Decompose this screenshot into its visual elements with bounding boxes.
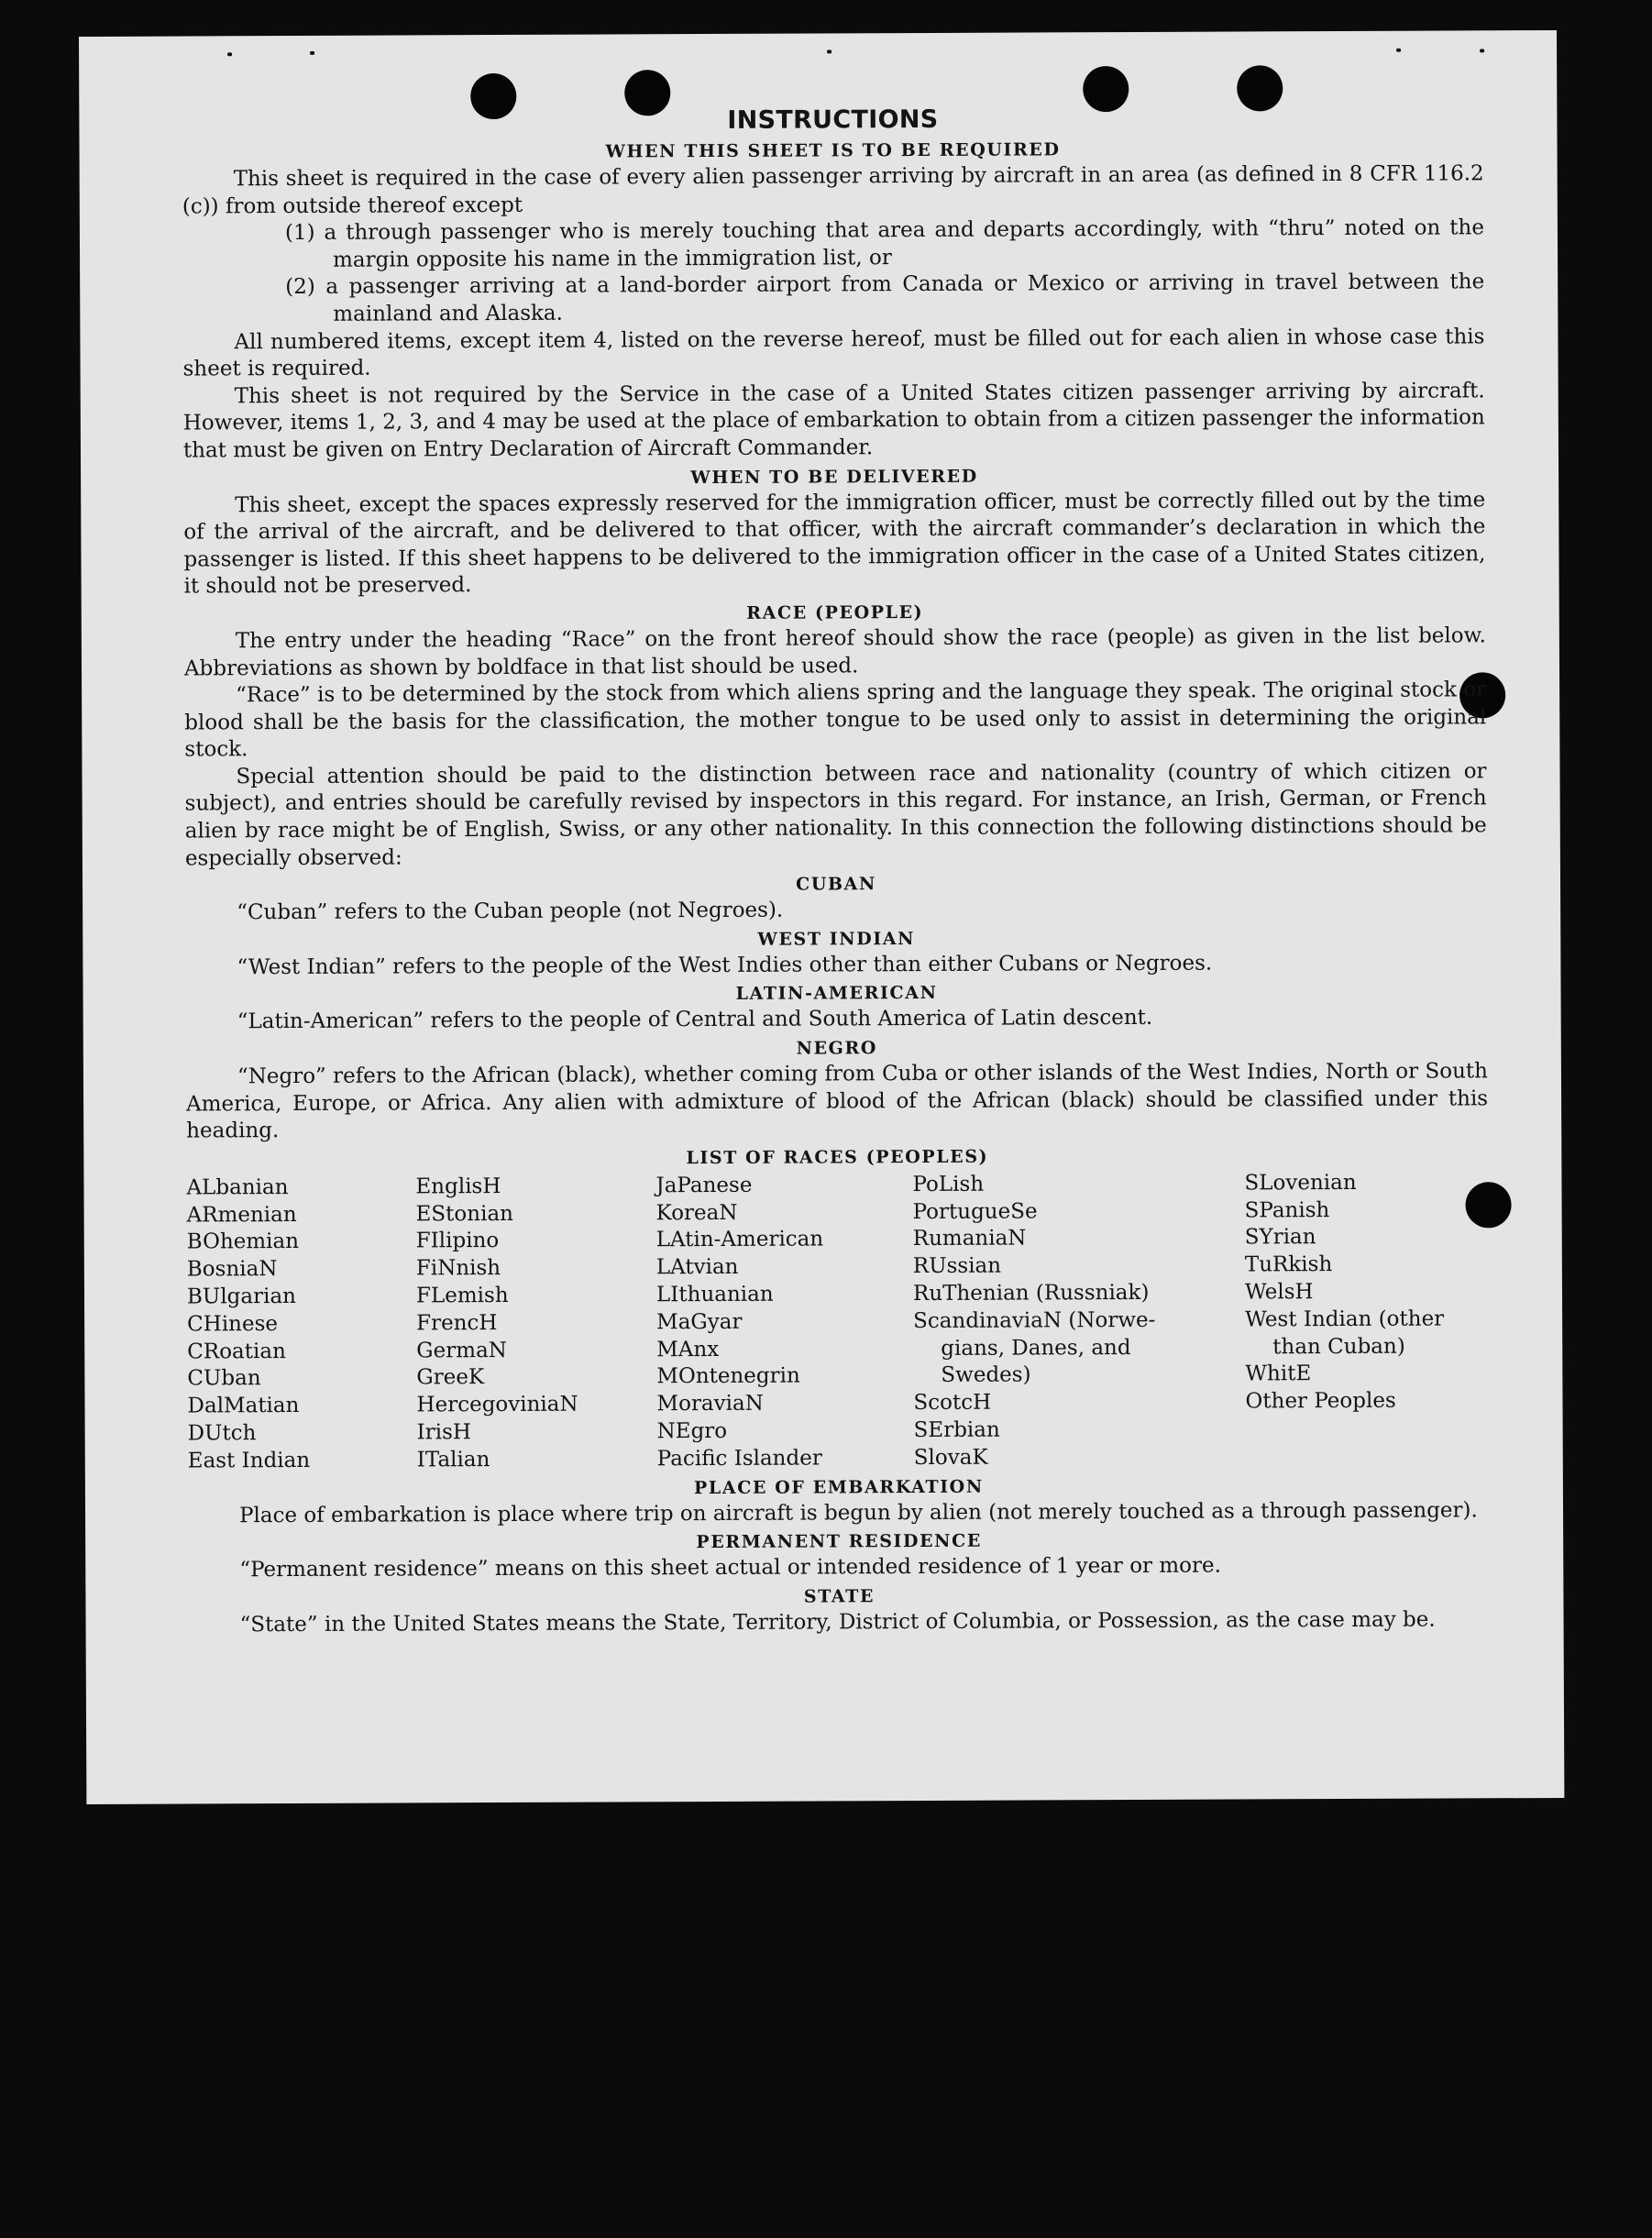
race-entry: SErbian [913, 1417, 1000, 1443]
race-entry: IrisH [416, 1420, 471, 1445]
race-column [415, 1173, 656, 1474]
document-page [79, 30, 1564, 1804]
when-required-intro: This sheet is required in the case of every alien passenger arriving by aircraft in an area (as defined in 8 CFR 116.2 (c)) from outside thereof except [182, 161, 1484, 219]
page-title: INSTRUCTIONS [727, 105, 939, 135]
race-entry: TuRkish [1244, 1252, 1333, 1277]
race-list-table [186, 1169, 1489, 1475]
section-heading-race: RACE (PEOPLE) [746, 601, 924, 623]
race-entry: DalMatian [187, 1394, 300, 1418]
race-entry: EStonian [415, 1201, 514, 1227]
race-column [912, 1170, 1245, 1472]
race-entry: ScotcH [913, 1390, 992, 1416]
race-entry: FLemish [415, 1283, 509, 1308]
distinction-paragraph: “Latin-American” refers to the people of Central and South America of Latin descent. [237, 1006, 1153, 1034]
race-entry: BUlgarian [186, 1284, 297, 1309]
race-entry-continuation: gians, Danes, and [941, 1335, 1131, 1361]
race-entry: ITalian [416, 1447, 490, 1472]
exception-item: (2) a passenger arriving at a land-border airport from Canada or Mexico or arriving in travel between the mainland and Alaska. [285, 270, 1485, 326]
race-entry: RuThenian (Russniak) [912, 1280, 1150, 1306]
race-entry: FIlipino [415, 1229, 500, 1253]
race-entry: LAtin-American [655, 1227, 824, 1252]
race-column [655, 1172, 913, 1473]
numbered-items-paragraph: All numbered items, except item 4, listed on the reverse hereof, must be filled out for each alien in whose case this sheet is required. [182, 324, 1485, 381]
race-entry: SPanish [1244, 1197, 1330, 1223]
section-heading-latin-american: LATIN-AMERICAN [735, 983, 938, 1005]
race-entry: HercegoviniaN [416, 1392, 578, 1417]
race-entry: WelsH [1244, 1280, 1314, 1305]
section-heading-race-list: LIST OF RACES (PEOPLES) [686, 1146, 989, 1168]
race-entry: EnglisH [415, 1174, 501, 1199]
speck-mark [1396, 49, 1401, 52]
race-entry: MOntenegrin [656, 1363, 800, 1389]
speck-mark [310, 51, 314, 55]
citizen-paragraph: This sheet is not required by the Service in the case of a United States citizen passenger arriving by aircraft. However, items 1, 2, 3, and 4 may be used at the place of embarkation to obtain from a citizen passenger the information that must be given on Entry Declaration of Aircraft Commander. [182, 379, 1485, 463]
race-entry: ALbanian [186, 1174, 289, 1200]
race-entry: ScandinaviaN (Norwe- [913, 1307, 1156, 1333]
race-entry: SLovenian [1244, 1170, 1357, 1196]
state-paragraph: “State” in the United States means the State, Territory, District of Columbia, or Possession, as the case may be. [239, 1607, 1436, 1637]
distinction-paragraph: “Negro” refers to the African (black), whether coming from Cuba or other islands of the West Indies, North or South America, Europe, or Africa. Any alien with admixture of blood of the African (black) should be classified under this heading. [186, 1059, 1489, 1143]
residence-paragraph: “Permanent residence” means on this sheet actual or intended residence of 1 year or more. [239, 1553, 1221, 1582]
race-entry: West Indian (other [1245, 1306, 1445, 1332]
race-entry: ARmenian [186, 1202, 297, 1228]
race-entry: GreeK [416, 1365, 485, 1390]
race-entry-continuation: than Cuban) [1272, 1334, 1405, 1359]
section-heading-when-delivered: WHEN TO BE DELIVERED [690, 466, 978, 488]
when-delivered-paragraph: This sheet, except the spaces expressly reserved for the immigration officer, must be correctly filled out by the time of the arrival of the aircraft, and be delivered to that officer, with the aircraft commander’s declaration in which the passenger is listed. If this sheet happens to be delivered to the immigration officer in the case of a United States citizen, it should not be preserved. [183, 487, 1486, 599]
embarkation-paragraph: Place of embarkation is place where trip on aircraft is begun by alien (not merely touched as a through passenger). [238, 1497, 1478, 1527]
distinction-paragraph: “Cuban” refers to the Cuban people (not Negroes). [237, 898, 784, 925]
race-entry: BosniaN [186, 1257, 278, 1282]
race-entry: DUtch [187, 1421, 257, 1446]
race-paragraph: Special attention should be paid to the distinction between race and nationality (country of which citizen or subject), and entries should be carefully revised by inspectors in this regard. For instance, an Irish, German, or French alien by race might be of English, Swiss, or any other nationality. In this connection the following distinctions should be especially observed: [184, 759, 1487, 871]
section-heading-state: STATE [803, 1585, 876, 1607]
race-entry: WhitE [1245, 1362, 1312, 1386]
race-paragraph: “Race” is to be determined by the stock from which aliens spring and the language they speak. The original stock or blood shall be the basis for the classification, the mother tongue to be used only to assist in determining the original stock. [184, 678, 1487, 762]
section-heading-residence: PERMANENT RESIDENCE [696, 1530, 982, 1553]
race-entry: CUban [187, 1366, 261, 1391]
race-entry: SYrian [1244, 1225, 1316, 1250]
race-paragraph: The entry under the heading “Race” on the front hereof should show the race (people) as given in the list below. Abbreviations as shown by boldface in that list should be used. [183, 623, 1486, 681]
race-entry: LAtvian [655, 1255, 739, 1280]
race-entry: MoraviaN [656, 1391, 764, 1417]
exception-item: (1) a through passenger who is merely touching that area and departs accordingly, with “thru” noted on the margin opposite his name in the immigration list, or [284, 215, 1484, 272]
race-column [1244, 1169, 1489, 1471]
race-entry: NEgro [656, 1418, 728, 1444]
race-entry: KoreaN [655, 1200, 738, 1225]
race-entry: PoLish [912, 1172, 985, 1196]
race-entry: Pacific Islander [656, 1446, 822, 1472]
race-entry: LIthuanian [655, 1282, 774, 1307]
race-entry: FrencH [416, 1310, 498, 1336]
race-entry: RUssian [912, 1253, 1002, 1279]
section-heading-west-indian: WEST INDIAN [757, 928, 916, 950]
section-heading-when-required: WHEN THIS SHEET IS TO BE REQUIRED [605, 139, 1061, 162]
speck-mark [827, 50, 832, 53]
race-entry: GermaN [416, 1338, 507, 1363]
race-entry: PortugueSe [912, 1199, 1038, 1224]
race-entry: FiNnish [415, 1256, 501, 1281]
instructions-content [182, 102, 1490, 1639]
race-entry: East Indian [187, 1448, 311, 1473]
race-entry: CHinese [187, 1311, 279, 1337]
race-entry: MAnx [656, 1337, 720, 1362]
race-entry: MaGyar [656, 1309, 743, 1335]
race-entry: CRoatian [187, 1339, 286, 1364]
race-column [186, 1174, 416, 1475]
section-heading-embarkation: PLACE OF EMBARKATION [693, 1476, 984, 1498]
section-heading-negro: NEGRO [796, 1038, 878, 1059]
race-entry-continuation: Swedes) [941, 1362, 1031, 1388]
section-heading-cuban: CUBAN [796, 874, 877, 895]
distinction-paragraph: “West Indian” refers to the people of the West Indies other than either Cubans or Negroes. [237, 951, 1213, 980]
race-entry: BOhemian [186, 1229, 300, 1254]
race-entry: Other Peoples [1245, 1388, 1396, 1414]
race-entry: SlovaK [913, 1445, 988, 1470]
race-entry: JaPanese [655, 1173, 753, 1198]
race-entry: RumaniaN [912, 1226, 1027, 1251]
speck-mark [227, 52, 232, 56]
speck-mark [1480, 49, 1484, 52]
